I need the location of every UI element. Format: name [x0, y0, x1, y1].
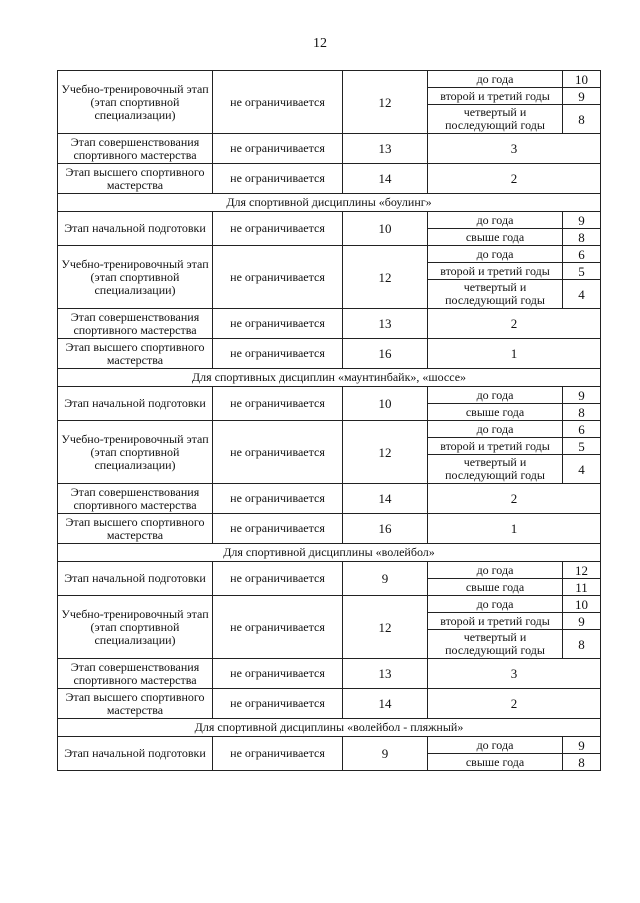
min-age-cell: 13: [343, 309, 428, 339]
count-cell: 2: [428, 164, 601, 194]
period-value-cell: 9: [563, 212, 601, 229]
period-label-cell: второй и третий годы: [428, 438, 563, 455]
period-label-cell: четвертый и последующий годы: [428, 630, 563, 659]
count-cell: 2: [428, 484, 601, 514]
period-label-cell: до года: [428, 596, 563, 613]
period-label-cell: до года: [428, 562, 563, 579]
period-value-cell: 9: [563, 737, 601, 754]
min-age-cell: 12: [343, 246, 428, 309]
period-label-cell: второй и третий годы: [428, 263, 563, 280]
stage-name-cell: Этап совершенствования спортивного мастерства: [58, 659, 213, 689]
stage-name-cell: Учебно-тренировочный этап (этап спортивной специализации): [58, 596, 213, 659]
period-label-cell: четвертый и последующий годы: [428, 455, 563, 484]
period-value-cell: 9: [563, 88, 601, 105]
count-cell: 3: [428, 659, 601, 689]
period-label-cell: до года: [428, 212, 563, 229]
stage-name-cell: Этап начальной подготовки: [58, 562, 213, 596]
min-age-cell: 16: [343, 339, 428, 369]
period-value-cell: 5: [563, 263, 601, 280]
table-row: [58, 596, 601, 613]
stage-name-cell: Этап высшего спортивного мастерства: [58, 164, 213, 194]
period-label-cell: второй и третий годы: [428, 88, 563, 105]
period-value-cell: 8: [563, 404, 601, 421]
max-age-cell: не ограничивается: [213, 737, 343, 771]
stage-name-cell: Этап начальной подготовки: [58, 387, 213, 421]
stage-name-cell: Этап начальной подготовки: [58, 212, 213, 246]
table-row: [58, 659, 601, 689]
stage-name-cell: Учебно-тренировочный этап (этап спортивной специализации): [58, 421, 213, 484]
max-age-cell: не ограничивается: [213, 562, 343, 596]
max-age-cell: не ограничивается: [213, 134, 343, 164]
min-age-cell: 9: [343, 737, 428, 771]
max-age-cell: не ограничивается: [213, 71, 343, 134]
min-age-cell: 10: [343, 387, 428, 421]
stage-name-cell: Этап высшего спортивного мастерства: [58, 514, 213, 544]
sports-stage-table: [57, 70, 601, 771]
period-value-cell: 8: [563, 754, 601, 771]
period-value-cell: 11: [563, 579, 601, 596]
min-age-cell: 13: [343, 659, 428, 689]
period-value-cell: 10: [563, 596, 601, 613]
stage-name-cell: Этап совершенствования спортивного мастерства: [58, 309, 213, 339]
section-title: Для спортивной дисциплины «волейбол»: [58, 544, 601, 562]
period-label-cell: до года: [428, 387, 563, 404]
period-value-cell: 12: [563, 562, 601, 579]
section-header-row: [58, 369, 601, 387]
section-header-row: [58, 544, 601, 562]
min-age-cell: 16: [343, 514, 428, 544]
period-value-cell: 10: [563, 71, 601, 88]
min-age-cell: 12: [343, 71, 428, 134]
min-age-cell: 12: [343, 421, 428, 484]
section-header-row: [58, 194, 601, 212]
min-age-cell: 12: [343, 596, 428, 659]
max-age-cell: не ограничивается: [213, 212, 343, 246]
period-label-cell: до года: [428, 246, 563, 263]
stage-name-cell: Учебно-тренировочный этап (этап спортивной специализации): [58, 246, 213, 309]
period-value-cell: 6: [563, 421, 601, 438]
period-value-cell: 8: [563, 630, 601, 659]
count-cell: 2: [428, 309, 601, 339]
table-row: [58, 164, 601, 194]
max-age-cell: не ограничивается: [213, 387, 343, 421]
table-row: [58, 339, 601, 369]
table-row: [58, 387, 601, 404]
table-row: [58, 484, 601, 514]
stage-name-cell: Этап совершенствования спортивного мастерства: [58, 134, 213, 164]
stage-name-cell: Этап совершенствования спортивного мастерства: [58, 484, 213, 514]
period-label-cell: свыше года: [428, 229, 563, 246]
period-label-cell: четвертый и последующий годы: [428, 105, 563, 134]
table-row: [58, 737, 601, 754]
max-age-cell: не ограничивается: [213, 339, 343, 369]
table-row: [58, 309, 601, 339]
min-age-cell: 14: [343, 164, 428, 194]
stage-name-cell: Этап высшего спортивного мастерства: [58, 339, 213, 369]
period-value-cell: 4: [563, 280, 601, 309]
section-title: Для спортивной дисциплины «боулинг»: [58, 194, 601, 212]
table-row: [58, 246, 601, 263]
table-row: [58, 212, 601, 229]
section-header-row: [58, 719, 601, 737]
period-label-cell: четвертый и последующий годы: [428, 280, 563, 309]
table-row: [58, 134, 601, 164]
table-row: [58, 562, 601, 579]
min-age-cell: 9: [343, 562, 428, 596]
max-age-cell: не ограничивается: [213, 689, 343, 719]
table-row: [58, 514, 601, 544]
period-value-cell: 8: [563, 229, 601, 246]
period-value-cell: 4: [563, 455, 601, 484]
count-cell: 1: [428, 514, 601, 544]
section-title: Для спортивной дисциплины «волейбол - пляжный»: [58, 719, 601, 737]
max-age-cell: не ограничивается: [213, 484, 343, 514]
max-age-cell: не ограничивается: [213, 246, 343, 309]
stage-name-cell: Этап высшего спортивного мастерства: [58, 689, 213, 719]
period-label-cell: свыше года: [428, 579, 563, 596]
page-number: 12: [313, 36, 327, 51]
period-label-cell: свыше года: [428, 754, 563, 771]
min-age-cell: 14: [343, 484, 428, 514]
max-age-cell: не ограничивается: [213, 164, 343, 194]
period-label-cell: свыше года: [428, 404, 563, 421]
period-value-cell: 8: [563, 105, 601, 134]
min-age-cell: 13: [343, 134, 428, 164]
min-age-cell: 10: [343, 212, 428, 246]
period-label-cell: второй и третий годы: [428, 613, 563, 630]
period-value-cell: 9: [563, 387, 601, 404]
period-label-cell: до года: [428, 71, 563, 88]
min-age-cell: 14: [343, 689, 428, 719]
stage-name-cell: Этап начальной подготовки: [58, 737, 213, 771]
stage-name-cell: Учебно-тренировочный этап (этап спортивной специализации): [58, 71, 213, 134]
period-label-cell: до года: [428, 421, 563, 438]
max-age-cell: не ограничивается: [213, 596, 343, 659]
table-row: [58, 689, 601, 719]
section-title: Для спортивных дисциплин «маунтинбайк», «шоссе»: [58, 369, 601, 387]
table-row: [58, 71, 601, 88]
count-cell: 3: [428, 134, 601, 164]
period-value-cell: 6: [563, 246, 601, 263]
max-age-cell: не ограничивается: [213, 514, 343, 544]
period-value-cell: 5: [563, 438, 601, 455]
max-age-cell: не ограничивается: [213, 659, 343, 689]
table-row: [58, 421, 601, 438]
period-value-cell: 9: [563, 613, 601, 630]
max-age-cell: не ограничивается: [213, 421, 343, 484]
count-cell: 1: [428, 339, 601, 369]
period-label-cell: до года: [428, 737, 563, 754]
max-age-cell: не ограничивается: [213, 309, 343, 339]
count-cell: 2: [428, 689, 601, 719]
